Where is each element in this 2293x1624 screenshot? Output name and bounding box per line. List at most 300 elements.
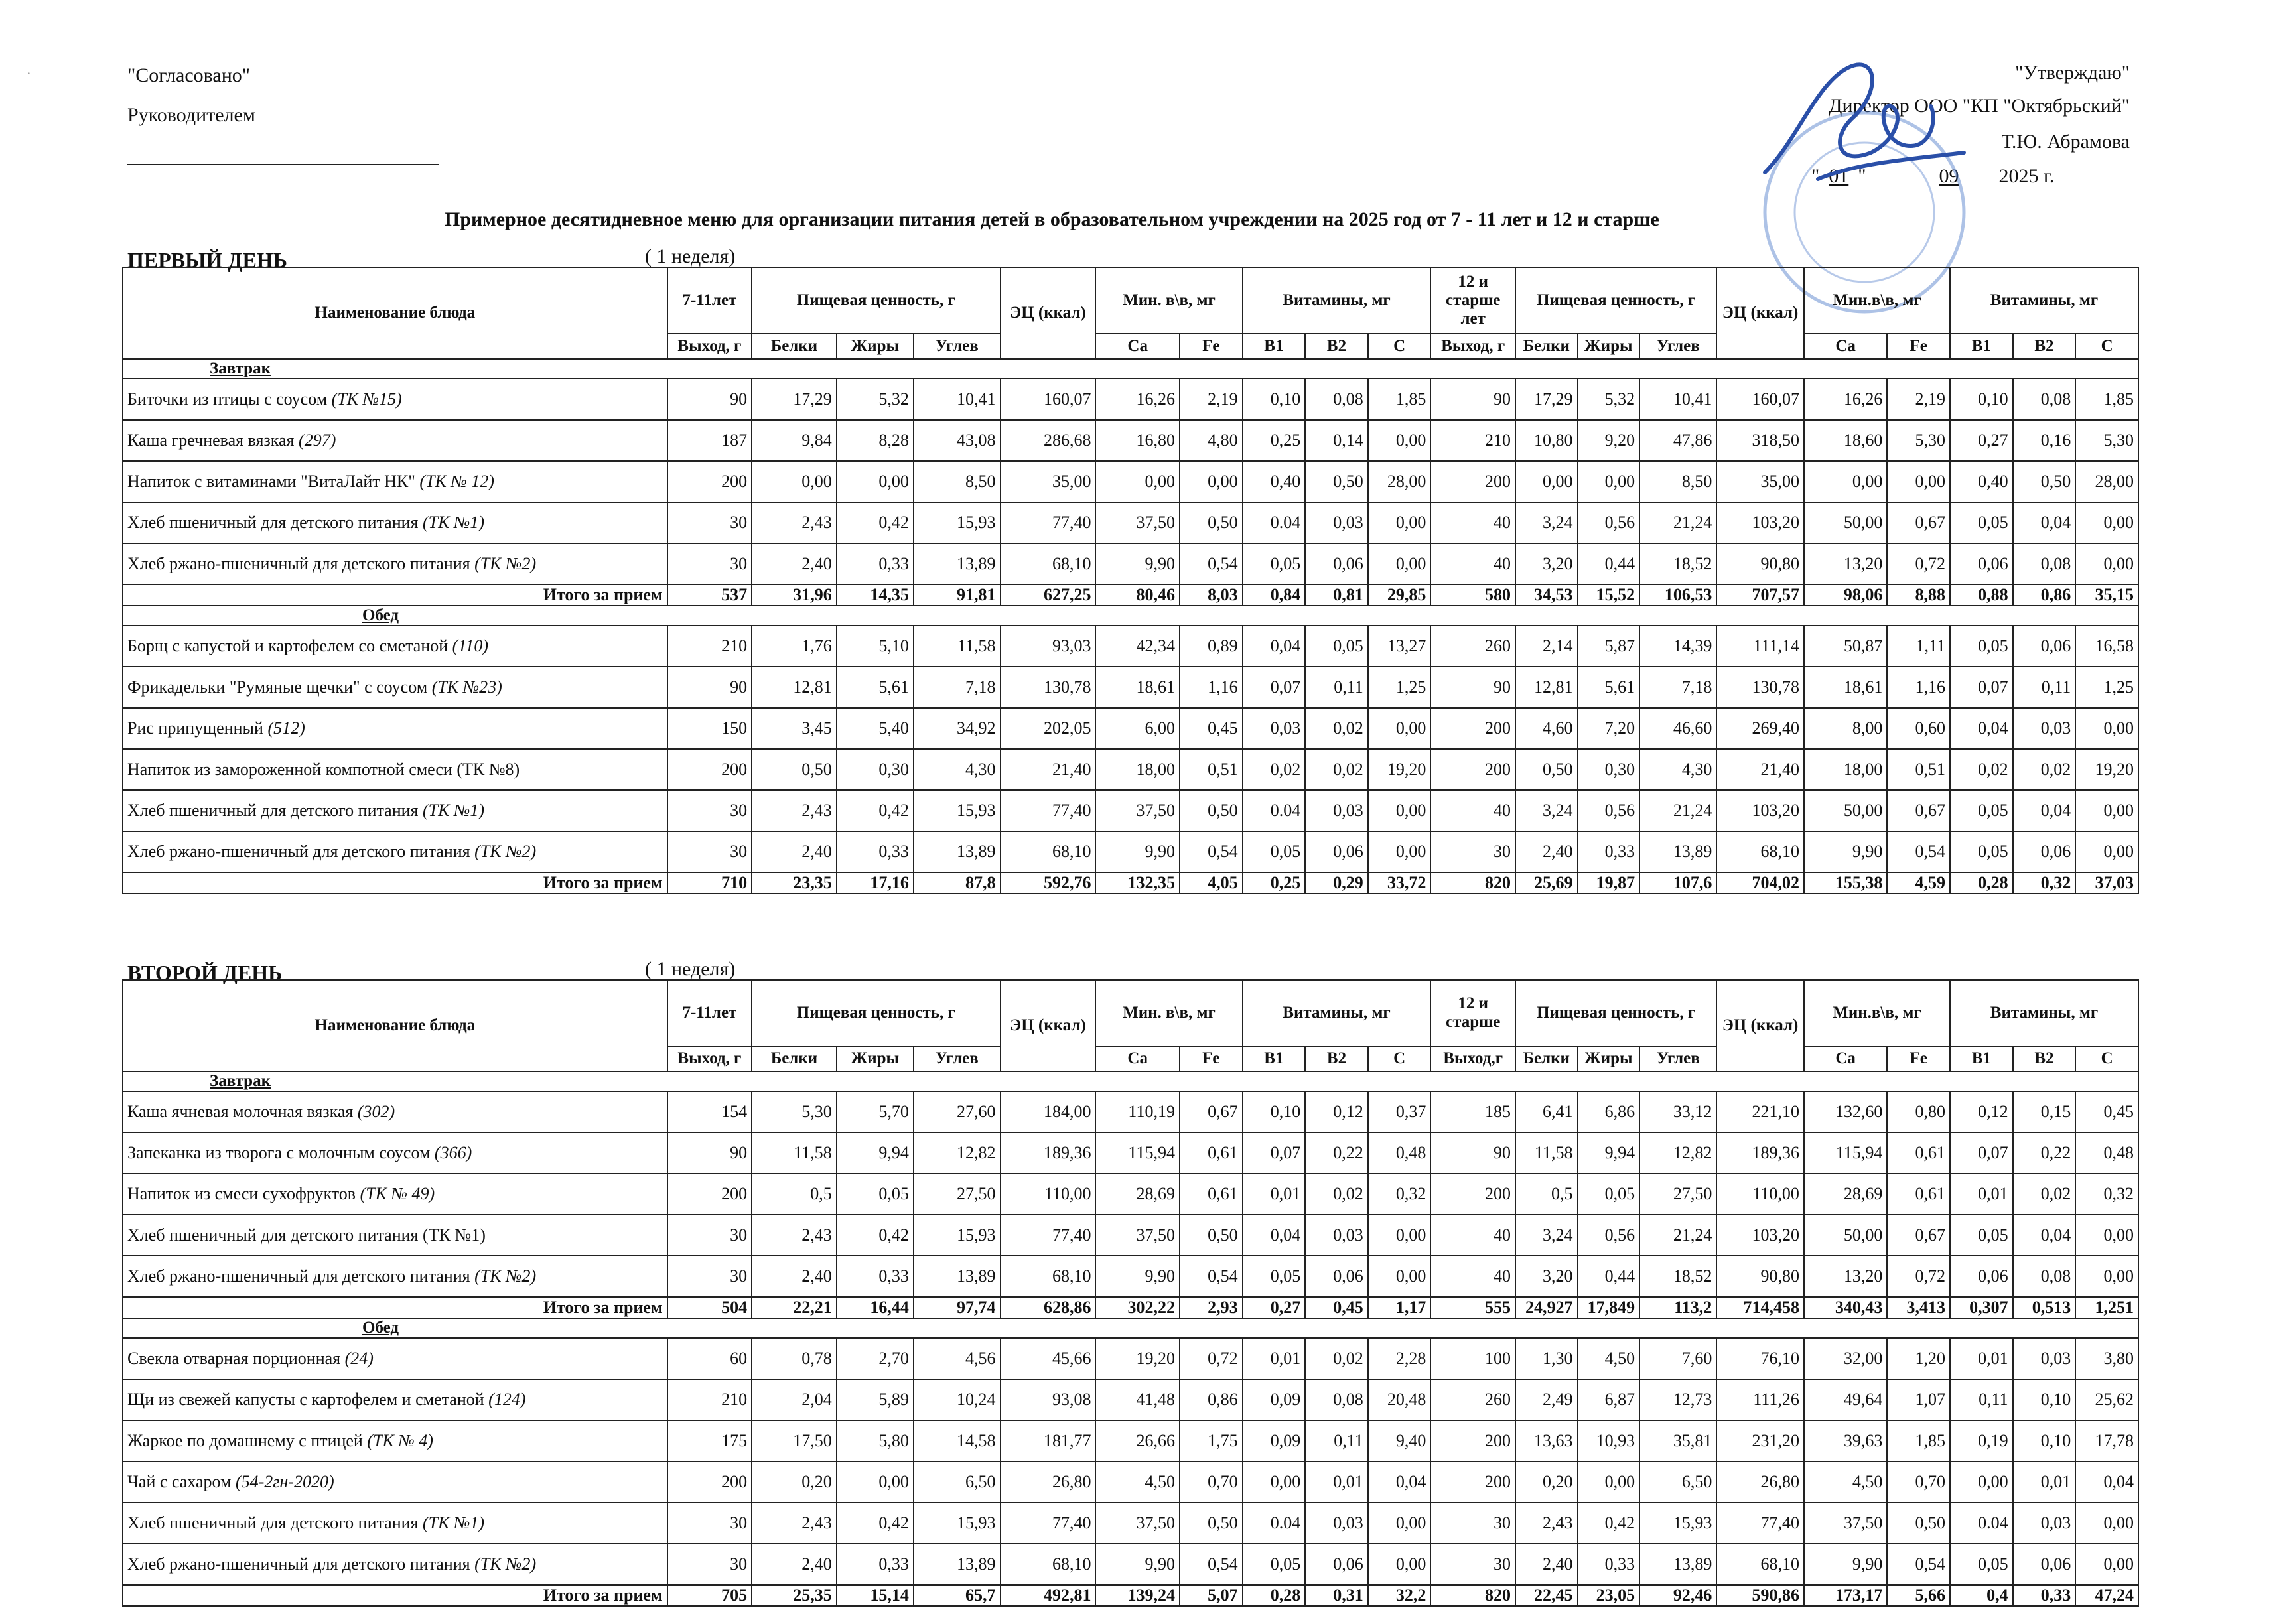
value-cell: 200 [1430,1461,1515,1503]
value-cell: 15,93 [914,790,1001,831]
value-cell: 37,50 [1095,1215,1179,1256]
value-cell: 9,94 [837,1132,914,1174]
total-cell: 592,76 [1001,872,1096,894]
dish-recipe-ref: (ТК №2) [474,1266,537,1286]
value-cell: 9,90 [1095,1544,1179,1585]
value-cell: 0,5 [752,1174,837,1215]
value-cell: 90 [1430,379,1515,420]
value-cell: 1,11 [1887,626,1950,667]
value-cell: 0,05 [1243,1544,1306,1585]
value-cell: 0,00 [1950,1461,2013,1503]
approve-role: Директор ООО "КП "Октябрьский" [1829,95,2130,117]
value-cell: 46,60 [1639,708,1716,749]
value-cell: 0,00 [1887,461,1950,502]
value-cell: 40 [1430,790,1515,831]
dish-recipe-ref: (ТК №1) [423,513,485,532]
value-cell: 77,40 [1001,1215,1096,1256]
value-cell: 13,89 [914,543,1001,584]
value-cell: 0,01 [1305,1461,1368,1503]
dish-recipe-ref: (ТК №2) [474,554,537,573]
value-cell: 0,44 [1578,1256,1640,1297]
value-cell: 8,00 [1804,708,1887,749]
value-cell: 37,50 [1095,1503,1179,1544]
col-header-ca: Ca [1095,1046,1179,1071]
value-cell: 2,14 [1515,626,1578,667]
total-cell: 106,53 [1639,584,1716,606]
col-header-f: Жиры [837,1046,914,1071]
dish-name [123,667,667,708]
value-cell: 2,49 [1515,1379,1578,1420]
value-cell: 34,92 [914,708,1001,749]
value-cell: 0,09 [1243,1420,1306,1461]
value-cell: 0,42 [837,1215,914,1256]
value-cell: 4,50 [1804,1461,1887,1503]
value-cell: 0,00 [1095,461,1179,502]
value-cell: 0,50 [2013,461,2076,502]
value-cell: 10,41 [914,379,1001,420]
dish-recipe-ref: (54-2гн-2020) [235,1472,334,1491]
dish-row [123,1256,2138,1297]
value-cell: 5,89 [837,1379,914,1420]
value-cell: 9,94 [1578,1132,1640,1174]
col-header-age-12-plus: 12 и старше лет [1430,267,1515,334]
value-cell: 0,51 [1887,749,1950,790]
total-cell: 0,28 [1950,872,2013,894]
value-cell: 18,60 [1804,420,1887,461]
value-cell: 18,52 [1639,1256,1716,1297]
value-cell: 13,63 [1515,1420,1578,1461]
value-cell: 15,93 [914,502,1001,543]
total-cell: 91,81 [914,584,1001,606]
value-cell: 202,05 [1001,708,1096,749]
dish-title: Чай с сахаром [127,1472,236,1491]
value-cell: 47,86 [1639,420,1716,461]
value-cell: 0,72 [1887,543,1950,584]
col-header-energy: ЭЦ (ккал) [1001,267,1096,359]
total-label: Итого за прием [123,872,667,894]
value-cell: 0,08 [1305,1379,1368,1420]
value-cell: 0,04 [2075,1461,2138,1503]
value-cell: 0,89 [1180,626,1243,667]
value-cell: 19,20 [1368,749,1431,790]
value-cell: 200 [1430,749,1515,790]
value-cell: 0,05 [1578,1174,1640,1215]
day-1-menu-table [122,267,2139,894]
value-cell: 7,60 [1639,1338,1716,1379]
total-cell: 25,35 [752,1585,837,1606]
dish-row [123,790,2138,831]
value-cell: 0,08 [2013,1256,2076,1297]
value-cell: 0,00 [2075,831,2138,872]
value-cell: 0,00 [752,461,837,502]
dish-name [123,790,667,831]
value-cell: 12,73 [1639,1379,1716,1420]
total-cell: 590,86 [1716,1585,1804,1606]
value-cell: 1,85 [2075,379,2138,420]
total-cell: 0,25 [1243,872,1306,894]
value-cell: 3,80 [2075,1338,2138,1379]
value-cell: 0,86 [1180,1379,1243,1420]
value-cell: 0,00 [1368,831,1431,872]
director-signature [1738,40,1977,206]
value-cell: 18,61 [1804,667,1887,708]
value-cell: 12,81 [752,667,837,708]
col-header-b2-12: B2 [2013,334,2076,359]
total-cell: 0,84 [1243,584,1306,606]
value-cell: 0,00 [1368,420,1431,461]
value-cell: 0,33 [837,543,914,584]
value-cell: 90 [1430,667,1515,708]
value-cell: 0,50 [1180,1503,1243,1544]
total-cell: 23,35 [752,872,837,894]
dish-name [123,420,667,461]
value-cell: 200 [667,1461,752,1503]
value-cell: 103,20 [1716,1215,1804,1256]
value-cell: 111,14 [1716,626,1804,667]
value-cell: 5,32 [837,379,914,420]
dish-recipe-ref: (ТК №2) [474,1554,537,1574]
value-cell: 260 [1430,1379,1515,1420]
value-cell: 2,40 [752,543,837,584]
total-cell: 1,251 [2075,1297,2138,1318]
value-cell: 90 [667,379,752,420]
total-cell: 97,74 [914,1297,1001,1318]
value-cell: 90,80 [1716,543,1804,584]
dish-name [123,1091,667,1132]
value-cell: 210 [667,626,752,667]
col-header-vitamins: Витамины, мг [1243,267,1431,334]
dish-title: Жаркое по домашнему с птицей [127,1431,368,1450]
value-cell: 30 [667,502,752,543]
value-cell: 15,93 [914,1215,1001,1256]
value-cell: 0,00 [1368,790,1431,831]
value-cell: 0,02 [2013,1174,2076,1215]
value-cell: 0,22 [1305,1132,1368,1174]
value-cell: 0,01 [2013,1461,2076,1503]
value-cell: 50,87 [1804,626,1887,667]
value-cell: 30 [667,831,752,872]
value-cell: 13,20 [1804,543,1887,584]
value-cell: 18,52 [1639,543,1716,584]
value-cell: 68,10 [1001,1544,1096,1585]
value-cell: 0,03 [1305,1503,1368,1544]
value-cell: 0,67 [1887,1215,1950,1256]
value-cell: 42,34 [1095,626,1179,667]
value-cell: 0,14 [1305,420,1368,461]
value-cell: 0,54 [1180,1544,1243,1585]
total-cell: 0,86 [2013,584,2076,606]
total-label: Итого за прием [123,584,667,606]
dish-recipe-ref: (ТК №2) [474,842,537,861]
dish-name [123,1256,667,1297]
value-cell: 2,40 [752,1256,837,1297]
total-cell: 820 [1430,872,1515,894]
total-cell: 504 [667,1297,752,1318]
value-cell: 2,04 [752,1379,837,1420]
value-cell: 0,60 [1887,708,1950,749]
value-cell: 200 [667,461,752,502]
col-header-b: Белки [752,334,837,359]
value-cell: 269,40 [1716,708,1804,749]
value-cell: 1,75 [1180,1420,1243,1461]
value-cell: 28,69 [1804,1174,1887,1215]
value-cell: 3,20 [1515,543,1578,584]
value-cell: 6,50 [914,1461,1001,1503]
value-cell: 13,20 [1804,1256,1887,1297]
value-cell: 0,02 [1305,708,1368,749]
total-cell: 537 [667,584,752,606]
value-cell: 3,24 [1515,502,1578,543]
total-cell: 34,53 [1515,584,1578,606]
value-cell: 15,93 [1639,1503,1716,1544]
col-header-fe-12: Fe [1887,334,1950,359]
total-cell: 107,6 [1639,872,1716,894]
dish-row [123,1174,2138,1215]
value-cell: 0,27 [1950,420,2013,461]
dish-name [123,1215,667,1256]
value-cell: 0,05 [1950,831,2013,872]
dish-name [123,831,667,872]
agreed-label: "Согласовано" [127,64,251,86]
value-cell: 15,93 [914,1503,1001,1544]
value-cell: 5,10 [837,626,914,667]
total-cell: 820 [1430,1585,1515,1606]
value-cell: 0,67 [1887,502,1950,543]
total-cell: 704,02 [1716,872,1804,894]
value-cell: 0,37 [1368,1091,1431,1132]
total-cell: 173,17 [1804,1585,1887,1606]
dish-row [123,461,2138,502]
value-cell: 2,43 [752,1503,837,1544]
value-cell: 0,01 [1243,1338,1306,1379]
dish-name [123,708,667,749]
value-cell: 17,50 [752,1420,837,1461]
total-cell: 0,28 [1243,1585,1306,1606]
value-cell: 18,00 [1804,749,1887,790]
total-cell: 23,05 [1578,1585,1640,1606]
value-cell: 9,90 [1095,543,1179,584]
value-cell: 9,90 [1804,1544,1887,1585]
value-cell: 21,40 [1716,749,1804,790]
value-cell: 0,33 [837,1544,914,1585]
value-cell: 0,11 [1305,1420,1368,1461]
value-cell: 5,30 [752,1091,837,1132]
total-cell: 25,69 [1515,872,1578,894]
value-cell: 181,77 [1001,1420,1096,1461]
total-cell: 302,22 [1095,1297,1179,1318]
value-cell: 21,24 [1639,502,1716,543]
value-cell: 2,40 [752,831,837,872]
value-cell: 28,00 [2075,461,2138,502]
value-cell: 0,00 [1515,461,1578,502]
total-cell: 0,513 [2013,1297,2076,1318]
value-cell: 110,00 [1716,1174,1804,1215]
value-cell: 0,15 [2013,1091,2076,1132]
value-cell: 90 [667,1132,752,1174]
value-cell: 37,50 [1095,790,1179,831]
value-cell: 45,66 [1001,1338,1096,1379]
value-cell: 0,05 [1243,543,1306,584]
value-cell: 17,29 [1515,379,1578,420]
dish-name [123,1461,667,1503]
value-cell: 0,01 [1243,1174,1306,1215]
value-cell: 0,56 [1578,502,1640,543]
total-cell: 155,38 [1804,872,1887,894]
value-cell: 37,50 [1804,1503,1887,1544]
value-cell: 68,10 [1001,831,1096,872]
value-cell: 160,07 [1001,379,1096,420]
dish-row [123,543,2138,584]
value-cell: 40 [1430,1215,1515,1256]
dish-title: Каша ячневая молочная вязкая [127,1102,358,1121]
dish-recipe-ref: (ТК №1) [423,1513,485,1532]
value-cell: 0,05 [1243,831,1306,872]
dish-row [123,831,2138,872]
value-cell: 0,42 [1578,1503,1640,1544]
value-cell: 0,25 [1243,420,1306,461]
value-cell: 27,60 [914,1091,1001,1132]
value-cell: 0,04 [2013,502,2076,543]
dish-title: Свекла отварная порционная [127,1349,345,1368]
total-cell: 65,7 [914,1585,1001,1606]
dish-name [123,626,667,667]
dish-title: Напиток из смеси сухофруктов [127,1184,360,1203]
value-cell: 0,72 [1887,1256,1950,1297]
value-cell: 0,11 [1950,1379,2013,1420]
value-cell: 0,70 [1887,1461,1950,1503]
value-cell: 1,85 [1887,1420,1950,1461]
dish-row [123,379,2138,420]
value-cell: 0,00 [1578,1461,1640,1503]
total-cell: 19,87 [1578,872,1640,894]
approve-date-day: 01 [1829,165,1849,187]
value-cell: 0,02 [2013,749,2076,790]
total-cell: 35,15 [2075,584,2138,606]
total-cell: 8,03 [1180,584,1243,606]
value-cell: 0,42 [837,790,914,831]
col-header-nutrition-12: Пищевая ценность, г [1515,267,1716,334]
col-header-b-12: Белки [1515,1046,1578,1071]
value-cell: 4,56 [914,1338,1001,1379]
value-cell: 0,11 [1305,667,1368,708]
col-header-nutrition: Пищевая ценность, г [752,267,1000,334]
approve-date: " 01 " 09 2025 г. [1811,165,2055,187]
value-cell: 0,45 [2075,1091,2138,1132]
value-cell: 16,26 [1095,379,1179,420]
value-cell: 0,42 [837,502,914,543]
value-cell: 2,43 [752,1215,837,1256]
value-cell: 110,19 [1095,1091,1179,1132]
value-cell: 110,00 [1001,1174,1096,1215]
value-cell: 77,40 [1001,790,1096,831]
value-cell: 6,87 [1578,1379,1640,1420]
value-cell: 111,26 [1716,1379,1804,1420]
value-cell: 0,03 [1243,708,1306,749]
dish-title: Рис припущенный [127,718,268,738]
value-cell: 260 [1430,626,1515,667]
total-cell: 5,07 [1180,1585,1243,1606]
value-cell: 0,08 [1305,379,1368,420]
dish-title: Хлеб пшеничный для детского питания [127,1513,423,1532]
value-cell: 9,84 [752,420,837,461]
meal-heading: Обед [123,1318,2138,1338]
value-cell: 0,72 [1180,1338,1243,1379]
value-cell: 13,89 [914,1544,1001,1585]
value-cell: 49,64 [1804,1379,1887,1420]
col-header-ca-12: Ca [1804,334,1887,359]
value-cell: 0,50 [752,749,837,790]
value-cell: 5,30 [1887,420,1950,461]
value-cell: 68,10 [1716,1544,1804,1585]
value-cell: 0,10 [1243,379,1306,420]
value-cell: 4,60 [1515,708,1578,749]
value-cell: 27,50 [914,1174,1001,1215]
total-cell: 4,59 [1887,872,1950,894]
value-cell: 77,40 [1001,1503,1096,1544]
value-cell: 189,36 [1716,1132,1804,1174]
col-header-age-7-11: 7-11лет [667,980,752,1046]
dish-recipe-ref: (110) [452,636,489,655]
meal-heading: Завтрак [123,359,2138,379]
value-cell: 2,43 [752,790,837,831]
total-cell: 80,46 [1095,584,1179,606]
col-header-vitamins-12: Витамины, мг [1950,267,2138,334]
value-cell: 0,03 [2013,708,2076,749]
total-cell: 31,96 [752,584,837,606]
value-cell: 0,80 [1887,1091,1950,1132]
col-header-energy-12: ЭЦ (ккал) [1716,267,1804,359]
value-cell: 150 [667,708,752,749]
value-cell: 35,00 [1716,461,1804,502]
col-header-vitamins: Витамины, мг [1243,980,1431,1046]
value-cell: 189,36 [1001,1132,1096,1174]
value-cell: 200 [1430,1174,1515,1215]
dish-name [123,461,667,502]
value-cell: 0,00 [1368,543,1431,584]
dish-title: Фрикадельки "Румяные щечки" с соусом [127,677,432,697]
value-cell: 0,56 [1578,790,1640,831]
value-cell: 8,50 [1639,461,1716,502]
value-cell: 90 [667,667,752,708]
value-cell: 12,82 [914,1132,1001,1174]
value-cell: 115,94 [1804,1132,1887,1174]
value-cell: 0,61 [1180,1174,1243,1215]
value-cell: 200 [667,749,752,790]
total-cell: 714,458 [1716,1297,1804,1318]
value-cell: 13,89 [914,831,1001,872]
dish-title: Хлеб пшеничный для детского питания (ТК №1) [127,1225,486,1245]
approve-label: "Утверждаю" [2015,62,2130,84]
dish-title: Напиток из замороженной компотной смеси (ТК №8) [127,760,520,779]
value-cell: 4,30 [914,749,1001,790]
value-cell: 40 [1430,502,1515,543]
value-cell: 77,40 [1001,502,1096,543]
dish-row [123,502,2138,543]
value-cell: 0,50 [1180,1215,1243,1256]
col-header-out: Выход, г [667,1046,752,1071]
value-cell: 43,08 [914,420,1001,461]
value-cell: 175 [667,1420,752,1461]
value-cell: 90,80 [1716,1256,1804,1297]
total-cell: 132,35 [1095,872,1179,894]
dish-row [123,1420,2138,1461]
value-cell: 3,24 [1515,790,1578,831]
total-label: Итого за прием [123,1585,667,1606]
value-cell: 0,00 [1804,461,1887,502]
total-cell: 98,06 [1804,584,1887,606]
dish-title: Хлеб ржано-пшеничный для детского питания [127,1554,475,1574]
value-cell: 130,78 [1716,667,1804,708]
